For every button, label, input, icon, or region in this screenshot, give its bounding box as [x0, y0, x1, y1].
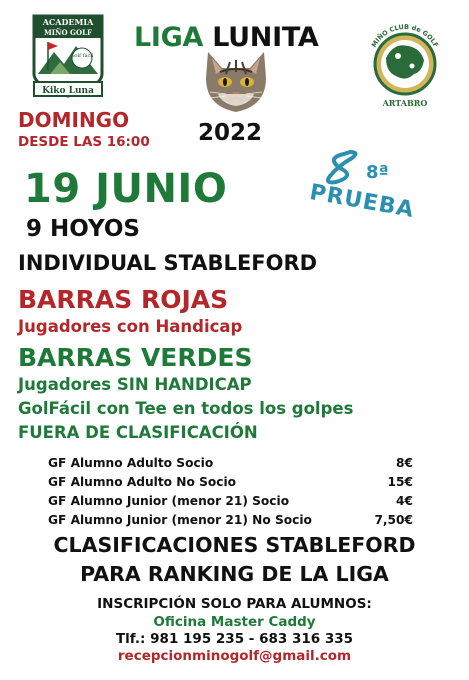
barras-verdes-title: BARRAS VERDES	[18, 343, 253, 372]
title-liga: LIGA	[134, 22, 204, 53]
oficina-text: Oficina Master Caddy	[153, 614, 316, 630]
price-row	[48, 473, 413, 492]
event-year: 2022	[198, 120, 263, 146]
price-label: GF Alumno Adulto Socio	[48, 456, 214, 470]
title-lunita: LUNITA	[212, 22, 319, 53]
telefono-text: Tlf.: 981 195 235 - 683 316 335	[115, 631, 354, 647]
classification-line2: PARA RANKING DE LA LIGA	[80, 562, 389, 586]
prueba-word: PRUEBA	[307, 180, 417, 223]
price-row	[48, 454, 413, 473]
event-format: INDIVIDUAL STABLEFORD	[18, 251, 318, 275]
academia-line2: MIÑO GOLF	[44, 28, 92, 37]
event-day: DOMINGO	[18, 108, 130, 132]
price-label: GF Alumno Junior (menor 21) Socio	[48, 494, 290, 508]
prueba-number	[322, 148, 442, 188]
barras-verdes-line: FUERA DE CLASIFICACIÓN	[18, 423, 258, 442]
barras-rojas-subtitle: Jugadores con Handicap	[18, 317, 243, 336]
cat-face-image	[200, 48, 272, 114]
email-link[interactable]: recepcionminogolf@gmail.com	[117, 648, 352, 664]
academia-footer: Kiko Luna	[42, 86, 94, 96]
price-value: 4€	[396, 494, 413, 508]
club-logo-top: MIÑO CLUB de GOLF	[369, 22, 441, 49]
event-date: 19 JUNIO	[24, 166, 228, 212]
price-value: 8€	[396, 456, 413, 470]
price-table	[48, 454, 413, 530]
price-label: GF Alumno Adulto No Socio	[48, 475, 237, 489]
classification-line1: CLASIFICACIONES STABLEFORD	[53, 533, 416, 557]
barras-verdes-line: GolFácil con Tee en todos los golpes	[18, 399, 354, 418]
price-label: GF Alumno Junior (menor 21) No Socio	[48, 513, 312, 527]
price-row	[48, 511, 413, 530]
price-value: 7,50€	[374, 513, 413, 527]
club-logo-bottom: ARTABRO	[382, 98, 428, 108]
prueba-ordinal: 8ª	[366, 162, 389, 183]
event-time: DESDE LAS 16:00	[18, 134, 150, 150]
barras-verdes-line: Jugadores SIN HANDICAP	[18, 375, 252, 394]
inscripcion-text: INSCRIPCIÓN SOLO PARA ALUMNOS:	[97, 596, 372, 612]
event-holes: 9 HOYOS	[26, 216, 140, 242]
mino-club-golf-logo	[362, 18, 448, 110]
price-row	[48, 492, 413, 511]
price-value: 15€	[387, 475, 413, 489]
academia-line1: ACADEMIA	[42, 17, 94, 27]
barras-rojas-title: BARRAS ROJAS	[18, 285, 229, 314]
academia-mino-golf-logo	[30, 12, 106, 104]
academia-badge: Golf fácil	[70, 53, 94, 59]
